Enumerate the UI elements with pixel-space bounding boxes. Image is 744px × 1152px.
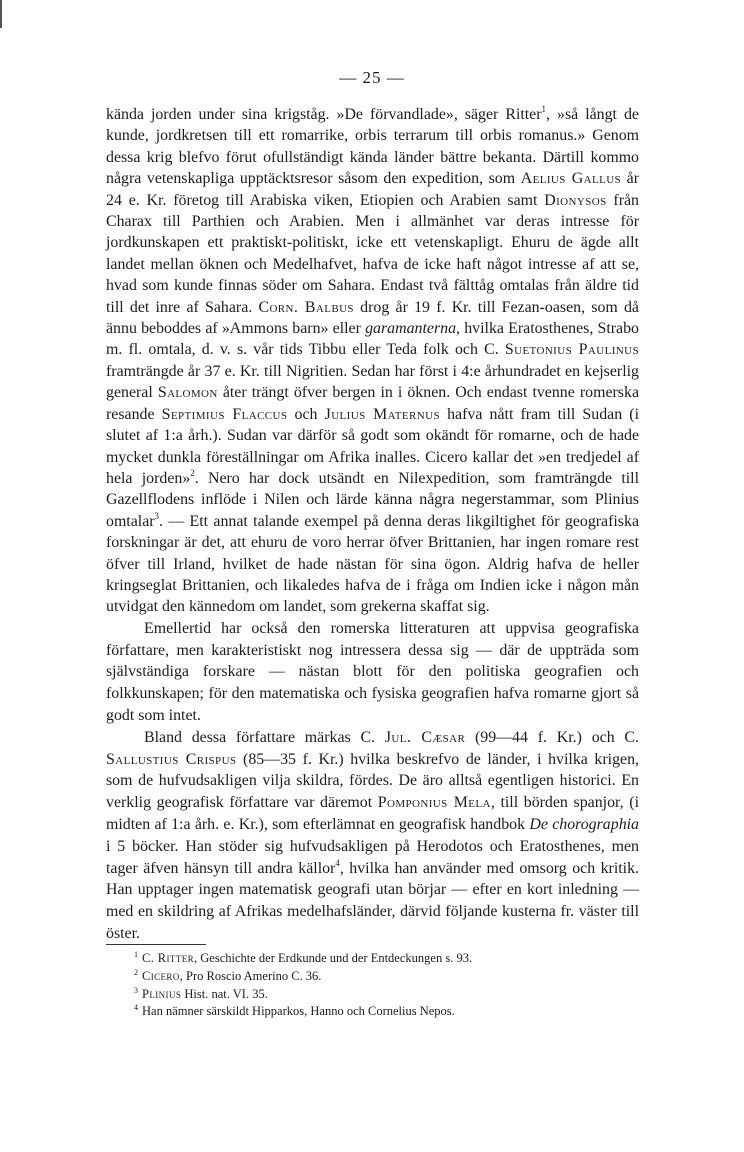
footnote-ref-3: 3: [154, 510, 160, 521]
scan-edge-mark: [0, 0, 2, 28]
text-run: kända jorden under sina krigståg. »De förvandlade», säger Ritter: [106, 106, 542, 123]
person-name: Salomon: [157, 384, 218, 402]
person-name: Septimius Flaccus: [161, 405, 288, 423]
text-run: och: [287, 405, 325, 423]
text-run: , hvilka han använder med omsorg och kritik. Han upptager ingen matematisk geografi utan börjar — efter en kort inledning — med en skildring af Afrikas medelhafsländer, därvid följande kusterna fr. väster till öster.: [106, 859, 639, 942]
person-name: Corn. Balbus: [258, 298, 354, 316]
person-name: Jul. Cæsar: [384, 728, 466, 746]
person-name: Julius Maternus: [324, 405, 440, 423]
footnote-text: , Pro Roscio Amerino C. 36.: [179, 968, 322, 983]
footnote-number: 3: [134, 985, 138, 995]
footnote-4: [134, 1003, 639, 1021]
footnote-author: C. Ritter: [142, 951, 195, 965]
footnote-number: 1: [134, 950, 138, 959]
text-run: , »så långt de kunde, jordkretsen till ett romarrike, orbis terrarum till orbis romanus.» Genom dessa krig blefvo förut ofullständigt kända länder bättre bekanta. Därtill kommo några vetenskapliga upptäcktsresor såsom den expedition, som: [106, 106, 639, 188]
person-name: Sallustius Crispus: [106, 750, 237, 768]
text-run: (99—44 f. Kr.) och C.: [465, 728, 639, 746]
text-run: . Nero har dock utsändt en Nilexpedition, som framträngde till Gazellflodens inflöde i Nilen och lärde känna några negerstammar, som Plinius omtalar: [106, 469, 639, 530]
footnote-text: Hist. nat. VI. 35.: [181, 986, 268, 1001]
italic-term: garamanterna: [365, 320, 457, 338]
footnote-author: Cicero: [142, 968, 180, 983]
text-run: hafva nått fram till Sudan (i slutet af 1:a årh.). Sudan var därför så godt som okändt för romarne, och de hade mycket dunkla föreställningar om Afrika inalles. Cicero kallar det »en tredjedel af hela jorden»: [106, 405, 639, 487]
footnote-text: , Geschichte der Erdkunde und der Entdeckungen s. 93.: [194, 951, 473, 965]
footnote-text: Han nämner särskildt Hipparkos, Hanno och Cornelius Nepos.: [142, 1004, 455, 1019]
page-number: — 25 —: [339, 68, 405, 87]
text-run: drog år 19 f. Kr. till Fezan-oasen, som då ännu beboddes af »Ammons barn» eller: [106, 298, 639, 338]
italic-title: De chorographia: [529, 815, 640, 833]
footnote-2: [134, 968, 639, 986]
footnote-3: [134, 986, 639, 1004]
footnote-ref-1: 1: [541, 104, 547, 114]
body-text: [106, 104, 639, 945]
footnote-author: Plinius: [142, 986, 182, 1001]
paragraph-2: Emellertid har också den romerska litteraturen att uppvisa geografiska författare, men karakteristiskt nog intressera dessa sig — där de uppträda som självständiga forskare — nästan blott för den politiska geografien och folkkunskapen; för den matematiska och fysiska geografien hafva romarne gjort så godt som intet.: [106, 619, 639, 724]
footnote-number: 4: [134, 1003, 138, 1013]
text-run: från Charax till Parthien och Arabien. Men i allmänhet var deras intresse för jordkunskapen ett praktiskt-politiskt, icke ett vetenskapligt. Ehuru de ägde allt landet mellan öknen och Medelhafvet, hafva de icke haft något intresse af att se, hvad som kunde finnas söder om Sahara. Endast två fälttåg omtalas från äldre tid till det inre af Sahara.: [106, 191, 639, 316]
text-run: åter trängt öfver bergen in i öknen. Och endast tvenne romerska resande: [106, 384, 639, 423]
footnote-1: [134, 950, 639, 968]
person-name: Pomponius Mela: [377, 794, 491, 812]
text-run: (85—35 f. Kr.) hvilka beskrefvo de länder, i hvilka krigen, som de hufvudsakligen vilja skildra, fördes. De äro alltså egentligen historici. En verklig geografisk författare var däremot: [106, 750, 639, 812]
person-name: Suetonius Paulinus: [504, 341, 639, 359]
footnote-ref-4: 4: [335, 857, 340, 868]
paragraph-1: [106, 104, 639, 618]
footnotes: [134, 950, 639, 1021]
text-run: . — Ett annat talande exempel på denna deras likgiltighet för geografiska forskningar är det, att ehuru de voro herrar öfver Brittanien, har ingen romare rest öfver till Irland, hvilket de hade nästan för sina ögon. Aldrig hafva de heller kringseglat Brittanien, och likaledes hafva de i fråga om Indien icke i någon mån utvidgat den kännedom om landet, som grekerna skaffat sig.: [106, 512, 639, 616]
text-run: , hvilka Eratosthenes, Strabo m. fl. omtala, d. v. s. vår tids Tibbu eller Teda folk och C.: [106, 320, 640, 359]
text-run: Bland dessa författare märkas C.: [144, 728, 385, 746]
text-run: i 5 böcker. Han stöder sig hufvudsakligen på Herodotos och Eratosthenes, men tager äfven hänsyn till andra källor: [106, 837, 639, 877]
text-run: , till börden spanjor, (i midten af 1:a årh. e. Kr.), som efterlämnat en geografisk handbok: [106, 794, 639, 833]
footnote-number: 2: [134, 967, 138, 977]
person-name: Dionysos: [544, 191, 607, 209]
footnote-divider: [106, 944, 206, 945]
footnote-ref-2: 2: [190, 467, 195, 478]
person-name: Aelius Gallus: [520, 170, 622, 188]
text-run: år 24 e. Kr. företog till Arabiska viken, Etiopien och Arabien samt: [106, 170, 640, 209]
text-run: framträngde år 37 e. Kr. till Nigritien. Sedan har först i 4:e århundradet en kejserlig general: [106, 362, 639, 402]
paragraph-3: [106, 727, 639, 945]
